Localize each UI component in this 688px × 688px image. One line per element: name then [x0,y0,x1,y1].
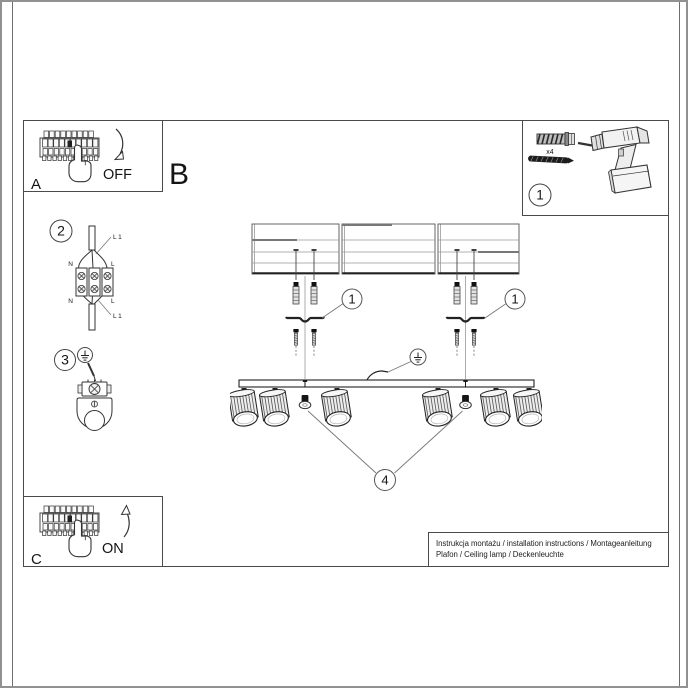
screw-icon [528,155,574,163]
step-2-callout [50,220,72,242]
terminal-l-bottom-label: L [111,298,115,305]
arrow-down-icon [115,129,124,160]
sheet-right-edge-line [679,2,680,686]
power-on-box [23,496,163,567]
power-on-state: ON [102,541,124,557]
ground-diagram [43,340,127,445]
power-on-letter: C [31,551,42,566]
mounting-screw-icon [293,329,476,356]
breaker-panel-icon [40,131,99,161]
ceiling-section [252,224,519,274]
bottom-cable [89,304,95,330]
mounting-callout-left [342,289,362,309]
arrow-up-icon [122,506,131,538]
svg-text:1: 1 [348,291,356,307]
power-off-state: OFF [103,167,132,183]
svg-text:1: 1 [511,291,519,307]
ground-wire [88,363,94,376]
terminal-n-top-label: N [68,261,73,268]
terminal-l-top-label: L [111,261,115,268]
ground-symbol-icon [78,348,93,363]
sheet-left-edge-line [12,2,13,686]
section-b-label: B [169,158,190,191]
svg-text:2: 2 [57,222,65,239]
wiring-diagram [42,210,162,345]
mounting-strap-icon [286,317,485,322]
mount-bracket [77,398,112,431]
wall-plug-icon [293,282,477,304]
power-off-box [23,120,163,192]
screws-callout [375,470,396,491]
part-quantity-label: x4 [546,149,554,156]
drill-icon [578,127,651,193]
parts-box [522,120,669,216]
parts-callout [529,184,551,206]
bottom-wire-label: L 1 [113,313,122,320]
lamp-bar [239,380,534,387]
terminal-n-bottom-label: N [68,298,73,305]
ground-terminal [78,380,111,397]
top-cable [89,226,95,250]
caption-line-1: Instrukcja montażu / installation instructions / Montageanleitung [436,539,652,548]
top-wire-label: L 1 [113,234,122,241]
caption-line-2: Plafon / Ceiling lamp / Deckenleuchte [436,550,564,559]
mounting-diagram [230,214,542,494]
wall-plug-icon [537,133,575,146]
svg-text:3: 3 [61,351,69,368]
svg-text:4: 4 [381,472,389,488]
ground-wire [367,371,388,380]
spotlight-icon [230,388,542,428]
breaker-panel-icon [40,506,99,536]
mounting-callout-right [505,289,525,309]
svg-text:1: 1 [536,187,544,203]
terminal-block [76,268,113,296]
power-off-letter: A [31,176,42,191]
step-3-callout [55,350,76,371]
caption-box [428,532,669,567]
ground-symbol-icon [410,349,426,365]
